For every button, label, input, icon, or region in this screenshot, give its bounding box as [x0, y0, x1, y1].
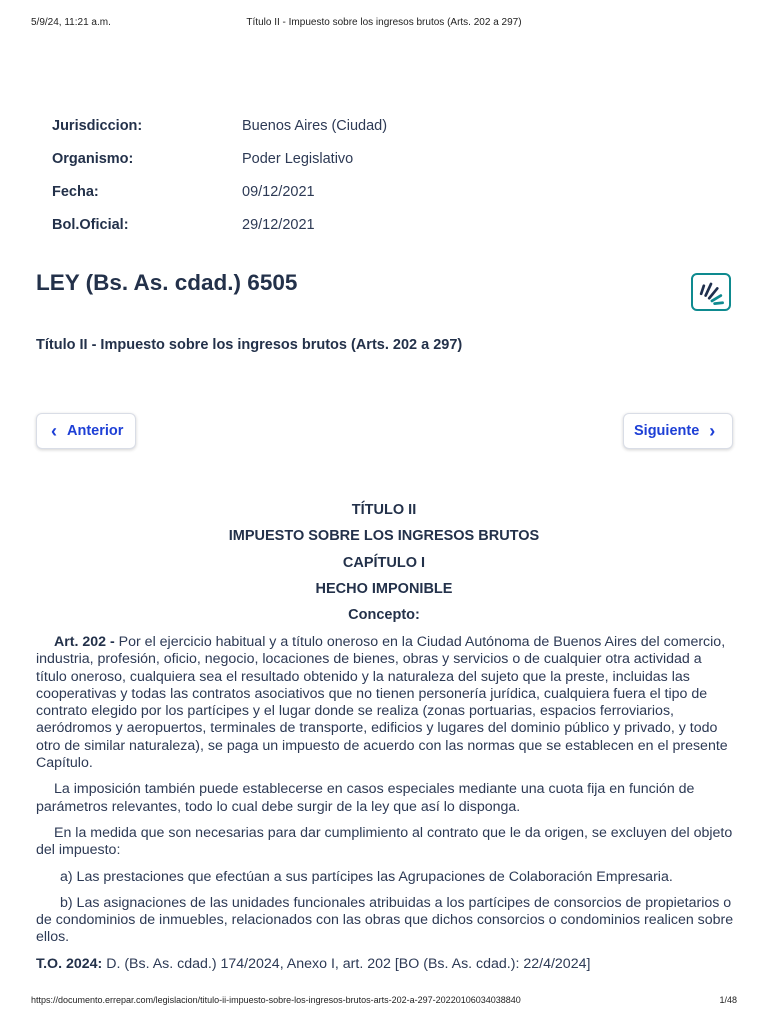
previous-label: Anterior [67, 423, 124, 439]
list-item: b) Las asignaciones de las unidades funcionales atribuidas a los partícipes de consorcios de propietarios o de condominios de inmuebles, relacionados con las obras que dichos consorcios o condominios realicen sobre ellos. [36, 894, 734, 946]
meta-row-bol-oficial [52, 217, 552, 250]
law-title: LEY (Bs. As. cdad.) 6505 [36, 270, 298, 295]
paragraph: La imposición también puede establecerse en casos especiales mediante una cuota fija en función de parámetros relevantes, todo lo cual debe surgir de la ley que así lo disponga. [36, 781, 695, 815]
errepar-logo-icon[interactable] [691, 273, 731, 311]
metadata-table [52, 118, 552, 250]
chapter-heading: CAPÍTULO I [342, 554, 426, 571]
section-headings [36, 502, 732, 633]
meta-label: Organismo: [52, 151, 134, 167]
meta-row-organismo [52, 151, 552, 184]
print-title: Título II - Impuesto sobre los ingresos brutos (Arts. 202 a 297) [246, 17, 522, 28]
meta-value: 29/12/2021 [242, 217, 315, 233]
article-body [36, 634, 736, 982]
meta-value: Buenos Aires (Ciudad) [242, 118, 388, 134]
list-item: a) Las prestaciones que efectúan a sus partícipes las Agrupaciones de Colaboración Empresaria. [60, 868, 673, 885]
print-date: 5/9/24, 11:21 a.m. [31, 17, 111, 28]
print-url: https://documento.errepar.com/legislacion/titulo-ii-impuesto-sobre-los-ingresos-brutos-arts-202-a-297-20220106034038840 [31, 995, 521, 1005]
logo-graphic [693, 275, 729, 309]
print-footer [31, 995, 737, 1009]
previous-button[interactable] [36, 413, 136, 449]
meta-row-fecha [52, 184, 552, 217]
law-subtitle: Título II - Impuesto sobre los ingresos brutos (Arts. 202 a 297) [36, 337, 463, 353]
meta-row-jurisdiccion [52, 118, 552, 151]
tax-heading: IMPUESTO SOBRE LOS INGRESOS BRUTOS [228, 528, 540, 545]
meta-label: Bol.Oficial: [52, 217, 129, 233]
print-header [31, 17, 737, 31]
meta-value: Poder Legislativo [242, 151, 354, 167]
to-text: D. (Bs. As. cdad.) 174/2024, Anexo I, art. 202 [BO (Bs. As. cdad.): 22/4/2024] [102, 955, 591, 972]
article-label: Art. 202 - [54, 634, 115, 650]
to-reference [36, 956, 736, 973]
to-label: T.O. 2024: [36, 955, 103, 972]
article-paragraph [36, 634, 736, 772]
page-number: 1/48 [719, 995, 737, 1005]
chapter-name-heading: HECHO IMPONIBLE [315, 580, 453, 597]
concept-heading: Concepto: [348, 607, 420, 624]
paragraph: En la medida que son necesarias para dar cumplimiento al contrato que le da origen, se excluyen del objeto del impuesto: [36, 824, 733, 859]
title-heading: TÍTULO II [351, 502, 417, 518]
meta-value: 09/12/2021 [242, 184, 315, 200]
next-button[interactable] [623, 413, 733, 449]
meta-label: Jurisdiccion: [52, 118, 143, 134]
next-label: Siguiente [634, 423, 700, 439]
chevron-right-icon: › [709, 421, 716, 441]
chevron-left-icon: ‹ [51, 421, 57, 441]
meta-label: Fecha: [52, 184, 99, 200]
article-text: Por el ejercicio habitual y a título oneroso en la Ciudad Autónoma de Buenos Aires del comercio, industria, profesión, oficio, negocio, locaciones de bienes, obras y servicios o de cualquier otra actividad a título oneroso, cualquiera sea el resultado obtenido y la naturaleza del sujeto que la preste, incluidas las cooperativas y todas las contratos asociativos que no tienen personería jurídica, cualquiera fuera el tipo de contrato elegido por los partícipes y el lugar donde se realiza (zonas portuarias, espacios ferroviarios, aeródromos y aeropuertos, terminales de transporte, edificios y lugares del dominio público y privado, y todo otro de similar naturaleza), se paga un impuesto de acuerdo con las normas que se establecen en el presente Capítulo. [36, 634, 728, 772]
